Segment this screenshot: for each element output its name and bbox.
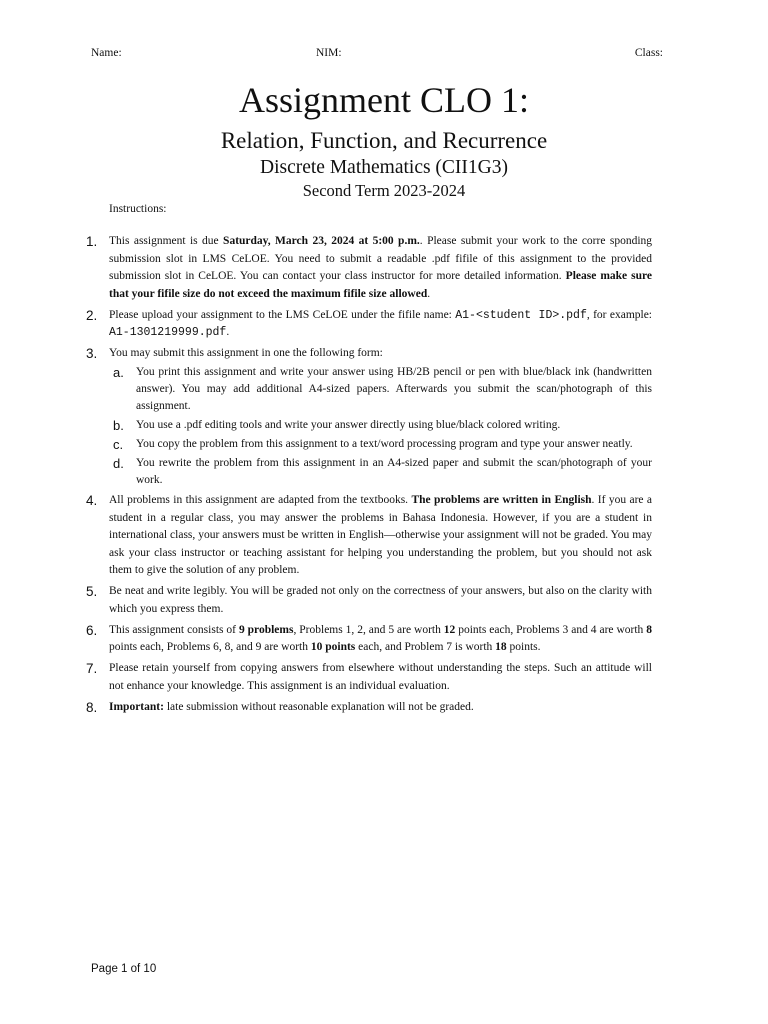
text-span: All problems in this assignment are adapted from the textbooks.	[109, 494, 412, 506]
sub-item-text: You copy the problem from this assignment to a text/word processing program and type your answer neatly.	[136, 437, 633, 450]
text-span: , Problems 1, 2, and 5 are worth	[293, 623, 444, 636]
item-number: 1.	[86, 234, 98, 249]
due-date: Saturday, March 23, 2024 at 5:00 p.m.	[223, 235, 420, 247]
problem-count: 9 problems	[238, 623, 294, 636]
item-number: 6.	[86, 622, 98, 638]
instruction-item-6	[0, 622, 768, 657]
course-name: Discrete Mathematics (CII1G3)	[260, 157, 508, 178]
item-number: 3.	[86, 346, 98, 361]
sub-item-letter: d.	[113, 455, 124, 471]
sub-item-d	[0, 455, 768, 489]
class-label: Class:	[634, 47, 663, 59]
text-span: points.	[506, 641, 541, 653]
points-value: 10 points	[310, 641, 356, 653]
sub-item-text: You print this assignment and write your answer using HB/2B pencil or pen with blue/black ink (handwritten answer). You may add additional A4-sized papers. Afterwards you submit the scan/photograph of this assignment.	[136, 365, 652, 412]
term-label: Second Term 2023-2024	[302, 181, 466, 200]
instruction-text	[109, 233, 652, 303]
item-number: 2.	[86, 307, 98, 323]
text-span: .	[226, 326, 230, 338]
sub-item-a	[0, 364, 768, 415]
sub-item-letter: a.	[113, 364, 124, 380]
item-number: 8.	[86, 699, 98, 715]
assignment-title: Assignment CLO 1:	[238, 80, 529, 120]
points-value: 18	[495, 641, 507, 653]
instruction-text	[109, 492, 652, 580]
text-span: , for example:	[586, 308, 653, 321]
instruction-text: You may submit this assignment in one the following form:	[109, 347, 383, 359]
text-span: each, and Problem 7 is worth	[355, 641, 496, 653]
text-span: points each, Problems 6, 8, and 9 are worth	[109, 641, 311, 653]
item-number: 4.	[86, 493, 98, 508]
sub-item-letter: b.	[113, 417, 124, 433]
text-span: . Please submit your work to the corre sponding submission slot in LMS CeLOE. You need to submit a readable .pdf fifile of this assignment to the provided submission slot in CeLOE. You can contact your class instructor for more detailed information.	[109, 235, 653, 282]
assignment-subtitle: Relation, Function, and Recurrence	[220, 128, 548, 153]
instruction-text	[109, 699, 652, 717]
instruction-item-5	[0, 583, 768, 618]
text-span: .	[427, 287, 431, 300]
nim-label: NIM:	[316, 47, 342, 59]
sub-item-c	[0, 436, 768, 453]
instruction-item-8	[0, 699, 768, 717]
instruction-text: Be neat and write legibly. You will be graded not only on the correctness of your answers, but also on the clarity with which you express them.	[109, 585, 652, 615]
instruction-text	[109, 622, 652, 657]
text-span: This assignment consists of	[109, 623, 239, 636]
item-number: 7.	[86, 661, 98, 676]
points-value: 12	[443, 623, 456, 636]
instruction-text: Please retain yourself from copying answers from elsewhere without understanding the steps. Such an attitude will not enhance your knowledge. This assignment is an individual evaluation.	[109, 662, 652, 692]
instruction-item-4	[0, 492, 768, 580]
text-span: points each, Problems 3 and 4 are worth	[455, 623, 647, 636]
instruction-item-1	[0, 233, 768, 303]
instruction-item-2	[0, 307, 768, 342]
sub-item-text: You use a .pdf editing tools and write your answer directly using blue/black colored writing.	[136, 418, 561, 431]
page-number: Page 1 of 10	[91, 963, 157, 975]
sub-item-letter: c.	[113, 436, 124, 452]
text-span: late submission without reasonable explanation will not be graded.	[163, 700, 474, 713]
sub-item-b	[0, 417, 768, 434]
instruction-text	[109, 307, 652, 342]
item-number: 5.	[86, 584, 98, 599]
language-note: The problems are written in English	[411, 494, 592, 506]
file-size-warning: Please make sure that your fifile size do not exceed the maximum fifile size allowed	[109, 270, 653, 300]
file-name-pattern: A1-<student ID>.pdf	[455, 308, 587, 322]
instructions-list	[0, 233, 768, 720]
points-value: 8	[646, 623, 652, 636]
instruction-item-7	[0, 660, 768, 695]
file-name-example: A1-1301219999.pdf	[109, 326, 227, 339]
text-span: This assignment is due	[109, 235, 224, 247]
text-span: Please upload your assignment to the LMS CeLOE under the fifile name:	[109, 308, 456, 321]
text-span: . If you are a student in a regular class, you may answer the problems in Bahasa Indonesia. However, if you are a student in international class, your answers must be written in English—otherwise your assignment will not be graded. You may ask your class instructor or teaching assistant for helping you understanding the problem, but you should not ask them to give the solution of any problem.	[109, 494, 652, 576]
sub-item-text: You rewrite the problem from this assignment in an A4-sized paper and submit the scan/photograph of your work.	[136, 456, 652, 486]
instruction-item-3	[0, 345, 768, 489]
instructions-heading: Instructions:	[109, 203, 167, 215]
important-label: Important:	[109, 700, 164, 713]
name-label: Name:	[91, 47, 122, 59]
